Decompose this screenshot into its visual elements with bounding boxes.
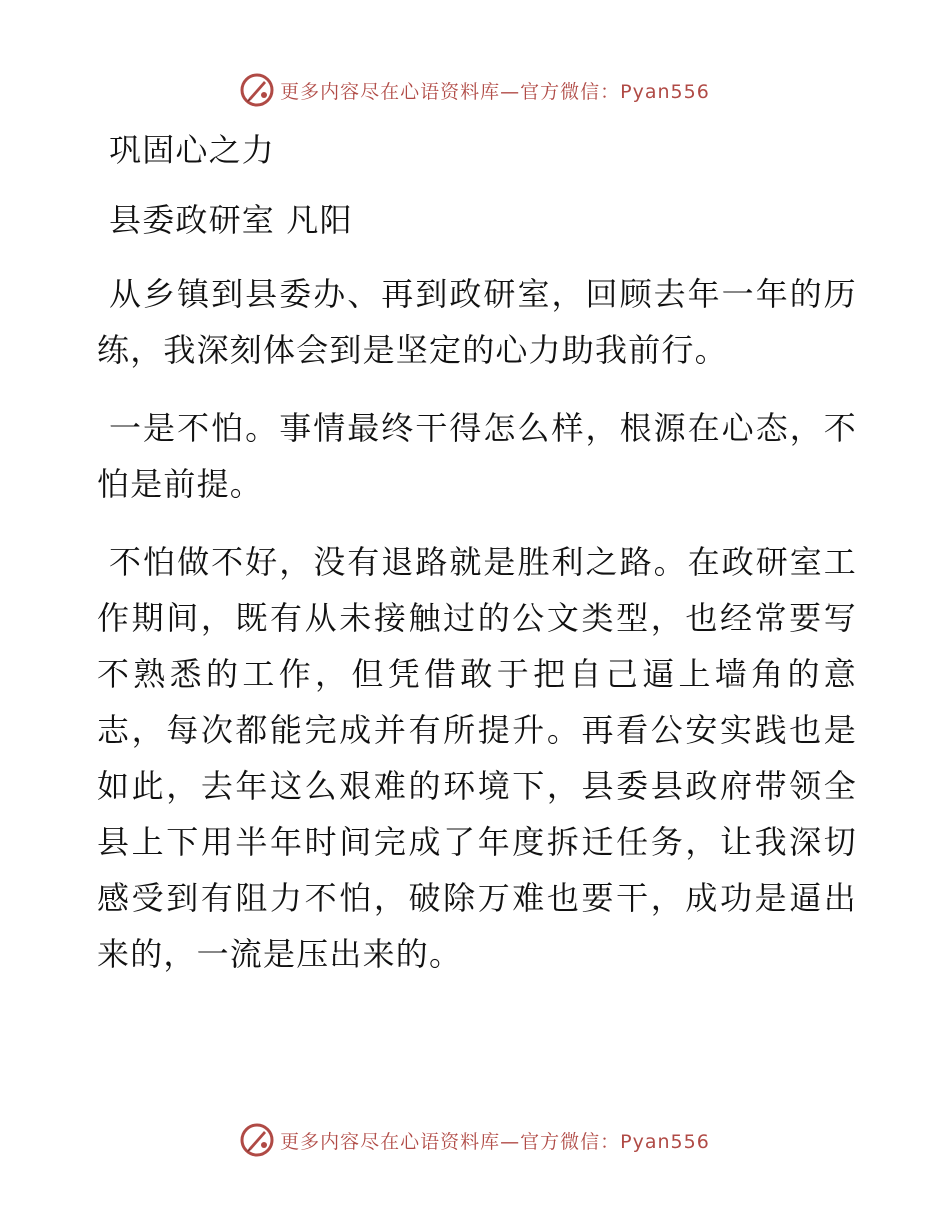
quill-pen-logo-icon — [240, 1123, 274, 1157]
header-banner — [0, 70, 950, 110]
article-body — [97, 122, 857, 982]
paragraph — [97, 534, 857, 982]
article-title: 巩固心之力 — [109, 131, 276, 169]
paragraph-text: 从乡镇到县委办、再到政研室，回顾去年一年的历练，我深刻体会到是坚定的心力助我前行。 — [97, 275, 857, 369]
paragraph — [97, 266, 857, 378]
banner-text: 更多内容尽在心语资料库—官方微信：Pyan556 — [280, 80, 710, 103]
footer-banner — [0, 1120, 950, 1160]
paragraph-text: 一是不怕。事情最终干得怎么样，根源在心态，不怕是前提。 — [97, 409, 857, 503]
paragraph — [97, 400, 857, 512]
quill-pen-logo-icon — [240, 73, 274, 107]
banner-text: 更多内容尽在心语资料库—官方微信：Pyan556 — [280, 1130, 710, 1153]
article-author: 县委政研室 凡阳 — [109, 201, 353, 239]
paragraph-text: 不怕做不好，没有退路就是胜利之路。在政研室工作期间，既有从未接触过的公文类型，也经常要写不熟悉的工作，但凭借敢于把自己逼上墙角的意志，每次都能完成并有所提升。再看公安实践也是如此，去年这么艰难的环境下，县委县政府带领全县上下用半年时间完成了年度拆迁任务，让我深切感受到有阻力不怕，破除万难也要干，成功是逼出来的，一流是压出来的。 — [97, 543, 857, 973]
